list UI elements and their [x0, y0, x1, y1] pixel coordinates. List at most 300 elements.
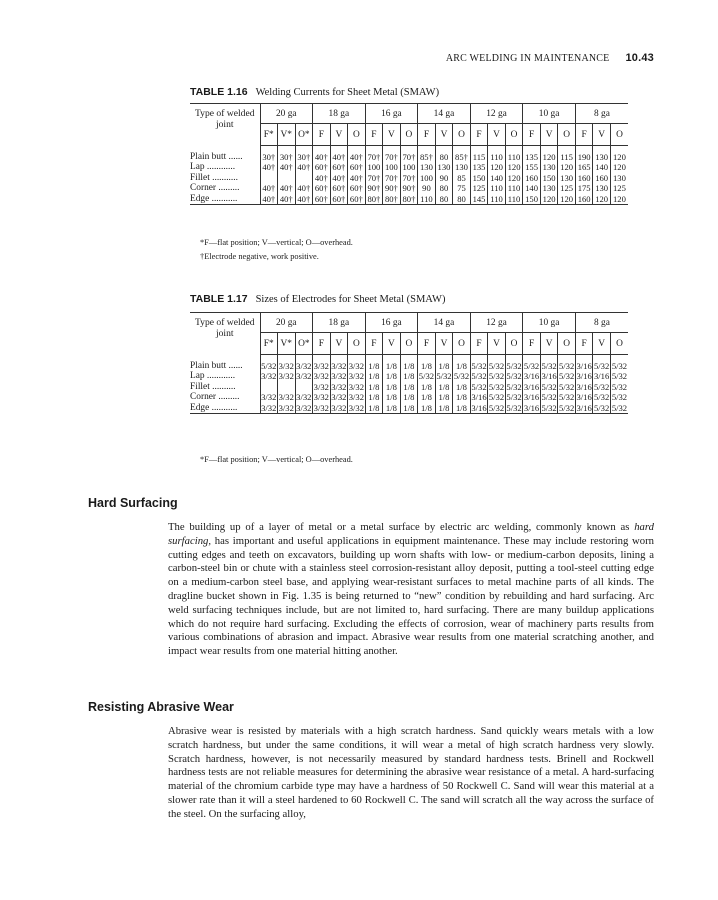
position-header: O: [453, 333, 471, 355]
table-number: TABLE 1.16: [190, 86, 248, 98]
table-1-16-footnote-1: *F—flat position; V—vertical; O—overhead.: [200, 238, 353, 247]
table-cell: 40†: [260, 194, 278, 205]
position-header: O: [558, 124, 576, 146]
table-cell: 5/32: [488, 392, 505, 402]
table-cell: 70†: [365, 152, 383, 163]
table-cell: 130: [540, 162, 558, 173]
table-cell: 60†: [348, 162, 366, 173]
table-row: [190, 152, 628, 163]
table-cell: 3/16: [471, 392, 487, 402]
table-cell: 3/32: [261, 392, 277, 402]
table-cell: 100: [400, 162, 418, 173]
table-cell: 135: [470, 162, 488, 173]
table-cell: 5/32: [523, 360, 540, 371]
table-cell: 60†: [330, 194, 348, 205]
table-cell: 5/32: [471, 381, 487, 392]
position-header: O: [505, 333, 523, 355]
position-header: O: [610, 333, 628, 355]
table-cell: 140: [593, 162, 611, 173]
table-cell: [295, 173, 313, 184]
table-cell: 1/8: [435, 361, 453, 372]
table-cell: 1/8: [400, 371, 418, 382]
table-cell: 120: [593, 194, 611, 205]
table-cell: 3/16: [576, 402, 592, 413]
position-header: V: [540, 124, 558, 146]
table-cell: 40†: [330, 152, 348, 163]
table-cell: 3/16: [576, 392, 592, 402]
table-cell: 3/32: [296, 402, 312, 413]
table-cell: 70†: [400, 152, 418, 163]
table-cell: 5/32: [471, 371, 487, 381]
table-cell: 150: [540, 173, 558, 184]
table-cell: 70†: [383, 152, 401, 163]
table-cell: 3/32: [331, 371, 347, 381]
table-cell: 60†: [313, 183, 331, 194]
table-cell: 5/32: [611, 392, 628, 402]
table-cell: 1/8: [365, 371, 383, 382]
table-cell: 5/32: [488, 381, 505, 392]
table-cell: 40†: [278, 162, 296, 173]
table-cell: 3/16: [523, 402, 540, 413]
table-cell: 5/32: [488, 402, 505, 413]
table-cell: 110: [505, 194, 523, 205]
table-cell: 120: [505, 162, 523, 173]
gauge-header: 14 ga: [418, 313, 471, 333]
table-cell: 40†: [278, 194, 296, 205]
table-title: Sizes of Electrodes for Sheet Metal (SMAW): [255, 294, 446, 305]
table-cell: 5/32: [558, 392, 575, 402]
table-cell: 3/32: [278, 360, 294, 371]
table-cell: 60†: [330, 162, 348, 173]
table-cell: 30†: [260, 152, 278, 163]
position-header: V*: [278, 333, 296, 355]
table-cell: 85†: [418, 152, 436, 163]
table-cell: 1/8: [418, 403, 436, 414]
table-cell: 90: [418, 183, 436, 194]
table-cell: 120: [610, 194, 628, 205]
table-1-17-caption: [190, 293, 445, 305]
gauge-header: 16 ga: [365, 104, 418, 124]
table-row: [190, 371, 628, 382]
position-header: O: [348, 124, 366, 146]
table-cell: 1/8: [435, 382, 453, 393]
table-cell: 110: [505, 183, 523, 194]
table-cell: 3/16: [576, 381, 592, 392]
table-cell: 80†: [365, 194, 383, 205]
table-cell: 135: [523, 152, 541, 163]
position-header: F: [523, 333, 541, 355]
table-cell: 3/32: [313, 371, 329, 381]
table-cell: 130: [453, 162, 471, 173]
table-cell: 115: [470, 152, 488, 163]
table-cell: 85†: [453, 152, 471, 163]
row-label: Corner .........: [190, 392, 240, 402]
table-cell: 140: [488, 173, 506, 184]
table-cell: [278, 173, 296, 184]
table-cell: 80: [435, 194, 453, 205]
table-cell: 1/8: [435, 403, 453, 414]
table-cell: 1/8: [400, 361, 418, 372]
table-cell: 130: [435, 162, 453, 173]
table-cell: 115: [558, 152, 576, 163]
table-cell: 3/32: [348, 392, 364, 402]
row-label: Lap ............: [190, 162, 236, 172]
table-cell: 140: [523, 183, 541, 194]
position-header: F: [365, 333, 383, 355]
table-cell: 1/8: [400, 392, 418, 403]
table-cell: 80: [435, 183, 453, 194]
table-cell: 3/32: [331, 360, 347, 371]
position-header: V: [540, 333, 558, 355]
table-cell: 3/16: [541, 371, 557, 381]
table-cell: 5/32: [594, 402, 610, 413]
table-cell: 1/8: [453, 382, 471, 393]
table-cell: 3/32: [348, 381, 364, 392]
table-welding-currents: [190, 103, 628, 205]
table-cell: 160: [575, 173, 593, 184]
table-cell: 1/8: [383, 382, 401, 393]
table-cell: 80†: [383, 194, 401, 205]
gauge-header: 12 ga: [470, 313, 523, 333]
gauge-header: 18 ga: [313, 104, 366, 124]
table-cell: 150: [470, 173, 488, 184]
heading-hard-surfacing: Hard Surfacing: [88, 496, 178, 510]
row-label: Lap ............: [190, 371, 236, 381]
position-header: O: [505, 124, 523, 146]
position-header: F: [470, 124, 488, 146]
table-cell: 1/8: [383, 371, 401, 382]
table-cell: [260, 382, 278, 393]
position-header: F: [313, 124, 331, 146]
table-cell: 40†: [295, 194, 313, 205]
table-cell: 3/32: [331, 381, 347, 392]
table-cell: 1/8: [453, 361, 471, 372]
table-cell: 3/32: [313, 392, 329, 402]
table-cell: 1/8: [365, 392, 383, 403]
table-1-17-footnote-1: *F—flat position; V—vertical; O—overhead.: [200, 455, 353, 464]
table-cell: 5/32: [611, 381, 628, 392]
table-cell: 130: [593, 183, 611, 194]
table-cell: 80: [435, 152, 453, 163]
position-header: F: [418, 333, 436, 355]
table-row: [190, 194, 628, 205]
position-header: F*: [260, 333, 278, 355]
table-cell: 5/32: [506, 392, 522, 402]
table-cell: 1/8: [365, 382, 383, 393]
position-header: O: [400, 333, 418, 355]
table-cell: 5/32: [506, 402, 522, 413]
table-cell: 3/32: [261, 371, 277, 381]
table-cell: 120: [540, 152, 558, 163]
table-cell: 3/32: [331, 392, 347, 402]
table-cell: 40†: [348, 173, 366, 184]
table-cell: 40†: [313, 173, 331, 184]
table-cell: 5/32: [436, 371, 452, 381]
paragraph-hard-surfacing: [168, 521, 654, 659]
table-cell: 3/16: [523, 392, 540, 402]
table-cell: 155: [523, 162, 541, 173]
position-header: F: [523, 124, 541, 146]
table-cell: 160: [523, 173, 541, 184]
table-cell: 60†: [313, 162, 331, 173]
table-cell: 80: [453, 194, 471, 205]
row-label: Fillet ...........: [190, 172, 238, 183]
table-cell: 5/32: [558, 371, 575, 381]
position-header: F: [418, 124, 436, 146]
position-header: O: [400, 124, 418, 146]
table-cell: 130: [593, 152, 611, 163]
table-cell: 5/32: [506, 360, 522, 371]
table-cell: 3/32: [331, 402, 347, 413]
table-cell: 5/32: [541, 392, 557, 402]
table-cell: 3/32: [296, 360, 312, 371]
table-cell: 3/16: [471, 402, 487, 413]
position-header: O*: [295, 124, 313, 146]
table-cell: 60†: [348, 183, 366, 194]
table-cell: 1/8: [418, 382, 436, 393]
table-row: [190, 162, 628, 173]
table-cell: 85: [453, 173, 471, 184]
table-number: TABLE 1.17: [190, 293, 248, 305]
table-cell: 90†: [365, 183, 383, 194]
row-label: Fillet ..........: [190, 381, 236, 392]
running-head: [446, 52, 654, 64]
table-cell: 5/32: [611, 371, 628, 381]
position-header: O: [610, 124, 628, 146]
position-header: F: [575, 124, 593, 146]
gauge-header: 20 ga: [260, 313, 313, 333]
table-cell: 40†: [260, 162, 278, 173]
table-cell: 3/32: [348, 371, 364, 381]
table-cell: 130: [610, 173, 628, 184]
table-cell: 3/32: [296, 392, 312, 402]
table-cell: 5/32: [541, 402, 557, 413]
table-cell: 40†: [295, 183, 313, 194]
table-cell: 3/32: [348, 360, 364, 371]
table-cell: 1/8: [400, 382, 418, 393]
gauge-header: 12 ga: [470, 104, 523, 124]
table-cell: 40†: [313, 152, 331, 163]
position-header: V: [488, 124, 506, 146]
table-cell: 5/32: [261, 360, 277, 371]
table-cell: 5/32: [558, 402, 575, 413]
table-cell: 5/32: [541, 360, 557, 371]
table-cell: 5/32: [594, 360, 610, 371]
table-cell: [295, 382, 313, 393]
table-cell: 130: [418, 162, 436, 173]
position-header: F: [365, 124, 383, 146]
table-1-16-footnote-2: †Electrode negative, work positive.: [200, 252, 319, 261]
table-cell: 1/8: [383, 403, 401, 414]
column-header-joint-type: Type of welded joint: [190, 313, 260, 355]
table-cell: 1/8: [418, 361, 436, 372]
table-row: [190, 183, 628, 194]
table-cell: 5/32: [594, 392, 610, 402]
table-row: [190, 361, 628, 372]
table-cell: 5/32: [558, 360, 575, 371]
table-cell: 100: [418, 173, 436, 184]
position-header: V*: [278, 124, 296, 146]
table-cell: 145: [470, 194, 488, 205]
position-header: F: [313, 333, 331, 355]
gauge-header: 10 ga: [523, 104, 576, 124]
position-header: O*: [295, 333, 313, 355]
table-cell: 3/16: [523, 381, 540, 392]
table-electrode-sizes: [190, 312, 628, 414]
table-cell: 120: [610, 162, 628, 173]
position-header: O: [558, 333, 576, 355]
position-header: V: [383, 124, 401, 146]
table-cell: 70†: [365, 173, 383, 184]
table-cell: 3/32: [313, 360, 329, 371]
paragraph-italic-term: hard surfacing,: [168, 521, 654, 547]
table-cell: 1/8: [453, 392, 471, 403]
table-cell: 3/16: [594, 371, 610, 381]
table-cell: 100: [383, 162, 401, 173]
row-label: Plain butt ......: [190, 151, 243, 162]
table-cell: 80†: [400, 194, 418, 205]
table-cell: 5/32: [506, 371, 522, 381]
table-cell: [278, 382, 296, 393]
paragraph-resisting-abrasive-wear: Abrasive wear is resisted by materials with a high scratch hardness. Sand quickly wears metals with a low scratch hardness, but under the same conditions, it will wear a metal of high scratch hardness very slowly. Scratch hardness, however, is not necessarily measured by standard hardness tests. Brinell and Rockwell hardness tests are not reliable measures for determining the abrasive wear resistance of a metal. A hard-surfacing material of the chromium carbide type may have a hardness of 50 Rockwell C. Sand will wear this material at a slower rate than it will a steel hardened to 60 Rockwell C. The sand will scratch all the way across the surface of the steel. On the surfacing alloy,: [168, 725, 654, 820]
gauge-header: 10 ga: [523, 313, 576, 333]
table-cell: 5/32: [453, 371, 470, 381]
table-cell: 120: [610, 152, 628, 163]
table-cell: 3/32: [278, 402, 294, 413]
table-cell: 40†: [330, 173, 348, 184]
position-header: F: [575, 333, 593, 355]
table-cell: 40†: [295, 162, 313, 173]
table-cell: 3/16: [576, 371, 592, 381]
running-head-title: ARC WELDING IN MAINTENANCE: [445, 53, 610, 64]
table-cell: 160: [593, 173, 611, 184]
position-header: F*: [260, 124, 278, 146]
table-cell: 110: [488, 194, 506, 205]
table-cell: 60†: [313, 194, 331, 205]
table-cell: 3/32: [348, 402, 364, 413]
table-cell: 3/32: [313, 381, 329, 392]
position-header: V: [435, 333, 453, 355]
table-cell: 60†: [348, 194, 366, 205]
table-cell: 120: [540, 194, 558, 205]
table-cell: 100: [365, 162, 383, 173]
table-cell: 110: [488, 152, 506, 163]
table-cell: 1/8: [453, 403, 471, 414]
table-cell: 3/32: [278, 371, 294, 381]
gauge-header: 14 ga: [418, 104, 471, 124]
table-cell: 130: [540, 183, 558, 194]
table-cell: 5/32: [594, 381, 610, 392]
table-cell: 120: [488, 162, 506, 173]
table-cell: 160: [575, 194, 593, 205]
table-cell: 120: [505, 173, 523, 184]
table-cell: [260, 173, 278, 184]
column-header-joint-type: Type of welded joint: [190, 104, 260, 146]
table-row: [190, 392, 628, 403]
position-header: V: [383, 333, 401, 355]
gauge-header: 18 ga: [313, 313, 366, 333]
row-label: Edge ...........: [190, 194, 260, 205]
table-cell: 30†: [278, 152, 296, 163]
position-header: V: [488, 333, 506, 355]
table-cell: 110: [418, 194, 436, 205]
paragraph-text: has important and useful applications in equipment maintenance. These may include restoring worn cutting edges and teeth on excavators, building up worn shafts with low- or medium-carbon deposits, lining a carbon-steel bin or chute with a stainless steel corrosion-resistant alloy deposit, putting a tool-steel cutting edge on a medium-carbon steel base, and applying wear-resistant surfaces to metal machine parts of all kinds. The dragline bucket shown in Fig. 1.35 is being returned to “new” condition by rebuilding and hard surfacing. Arc weld surfacing techniques include, but are not limited to, hard surfacing. There are many buildup applications which do not require hard surfacing. Excluding the effects of corrosion, wear of machinery parts results from various combinations of abrasion and impact. Abrasive wear results from one material scratching another, and impact wear results from one material hitting another.: [168, 534, 654, 658]
table-cell: 5/32: [611, 402, 628, 413]
table-cell: 5/32: [488, 360, 505, 371]
table-cell: 190: [575, 152, 593, 163]
position-header: O: [348, 333, 366, 355]
table-cell: 120: [558, 162, 576, 173]
position-header: V: [330, 333, 348, 355]
table-cell: 90†: [383, 183, 401, 194]
table-title: Welding Currents for Sheet Metal (SMAW): [255, 87, 440, 98]
gauge-header: 8 ga: [575, 313, 628, 333]
paragraph-text: The building up of a layer of metal or a metal surface by electric arc welding, commonly known as: [168, 521, 635, 533]
table-cell: 5/32: [506, 381, 522, 392]
table-cell: 110: [488, 183, 506, 194]
table-cell: 3/16: [523, 371, 540, 381]
gauge-header: 20 ga: [260, 104, 313, 124]
table-cell: 3/16: [576, 360, 592, 371]
table-cell: 125: [610, 183, 628, 194]
position-header: V: [330, 124, 348, 146]
table-cell: 1/8: [365, 361, 383, 372]
table-row: [190, 382, 628, 393]
position-header: O: [453, 124, 471, 146]
table-cell: 3/32: [296, 371, 312, 381]
position-header: V: [593, 124, 611, 146]
table-cell: 30†: [295, 152, 313, 163]
table-cell: 60†: [330, 183, 348, 194]
table-cell: 110: [505, 152, 523, 163]
table-cell: 165: [575, 162, 593, 173]
table-cell: 75: [453, 183, 471, 194]
table-cell: 125: [470, 183, 488, 194]
table-cell: 90†: [400, 183, 418, 194]
table-cell: 3/32: [313, 402, 329, 413]
table-cell: 1/8: [383, 361, 401, 372]
table-cell: 1/8: [435, 392, 453, 403]
table-cell: 175: [575, 183, 593, 194]
table-cell: 40†: [348, 152, 366, 163]
table-cell: 125: [558, 183, 576, 194]
position-header: V: [593, 333, 611, 355]
position-header: F: [470, 333, 488, 355]
table-cell: 5/32: [558, 381, 575, 392]
table-1-16-caption: [190, 86, 439, 98]
row-label: Edge ...........: [190, 403, 260, 414]
table-cell: 1/8: [400, 403, 418, 414]
row-label: Plain butt ......: [190, 360, 243, 371]
page-number: 10.43: [625, 52, 654, 64]
position-header: V: [435, 124, 453, 146]
gauge-header: 8 ga: [575, 104, 628, 124]
table-cell: 70†: [400, 173, 418, 184]
heading-resisting-abrasive-wear: Resisting Abrasive Wear: [88, 700, 234, 714]
table-cell: 1/8: [365, 403, 383, 414]
gauge-header: 16 ga: [365, 313, 418, 333]
table-cell: 1/8: [383, 392, 401, 403]
table-row: [190, 403, 628, 414]
table-cell: 40†: [278, 183, 296, 194]
table-cell: 5/32: [418, 371, 435, 381]
table-cell: 150: [523, 194, 541, 205]
table-row: [190, 173, 628, 184]
table-cell: 5/32: [471, 360, 487, 371]
table-cell: 120: [558, 194, 576, 205]
table-cell: 90: [435, 173, 453, 184]
table-cell: 5/32: [541, 381, 557, 392]
